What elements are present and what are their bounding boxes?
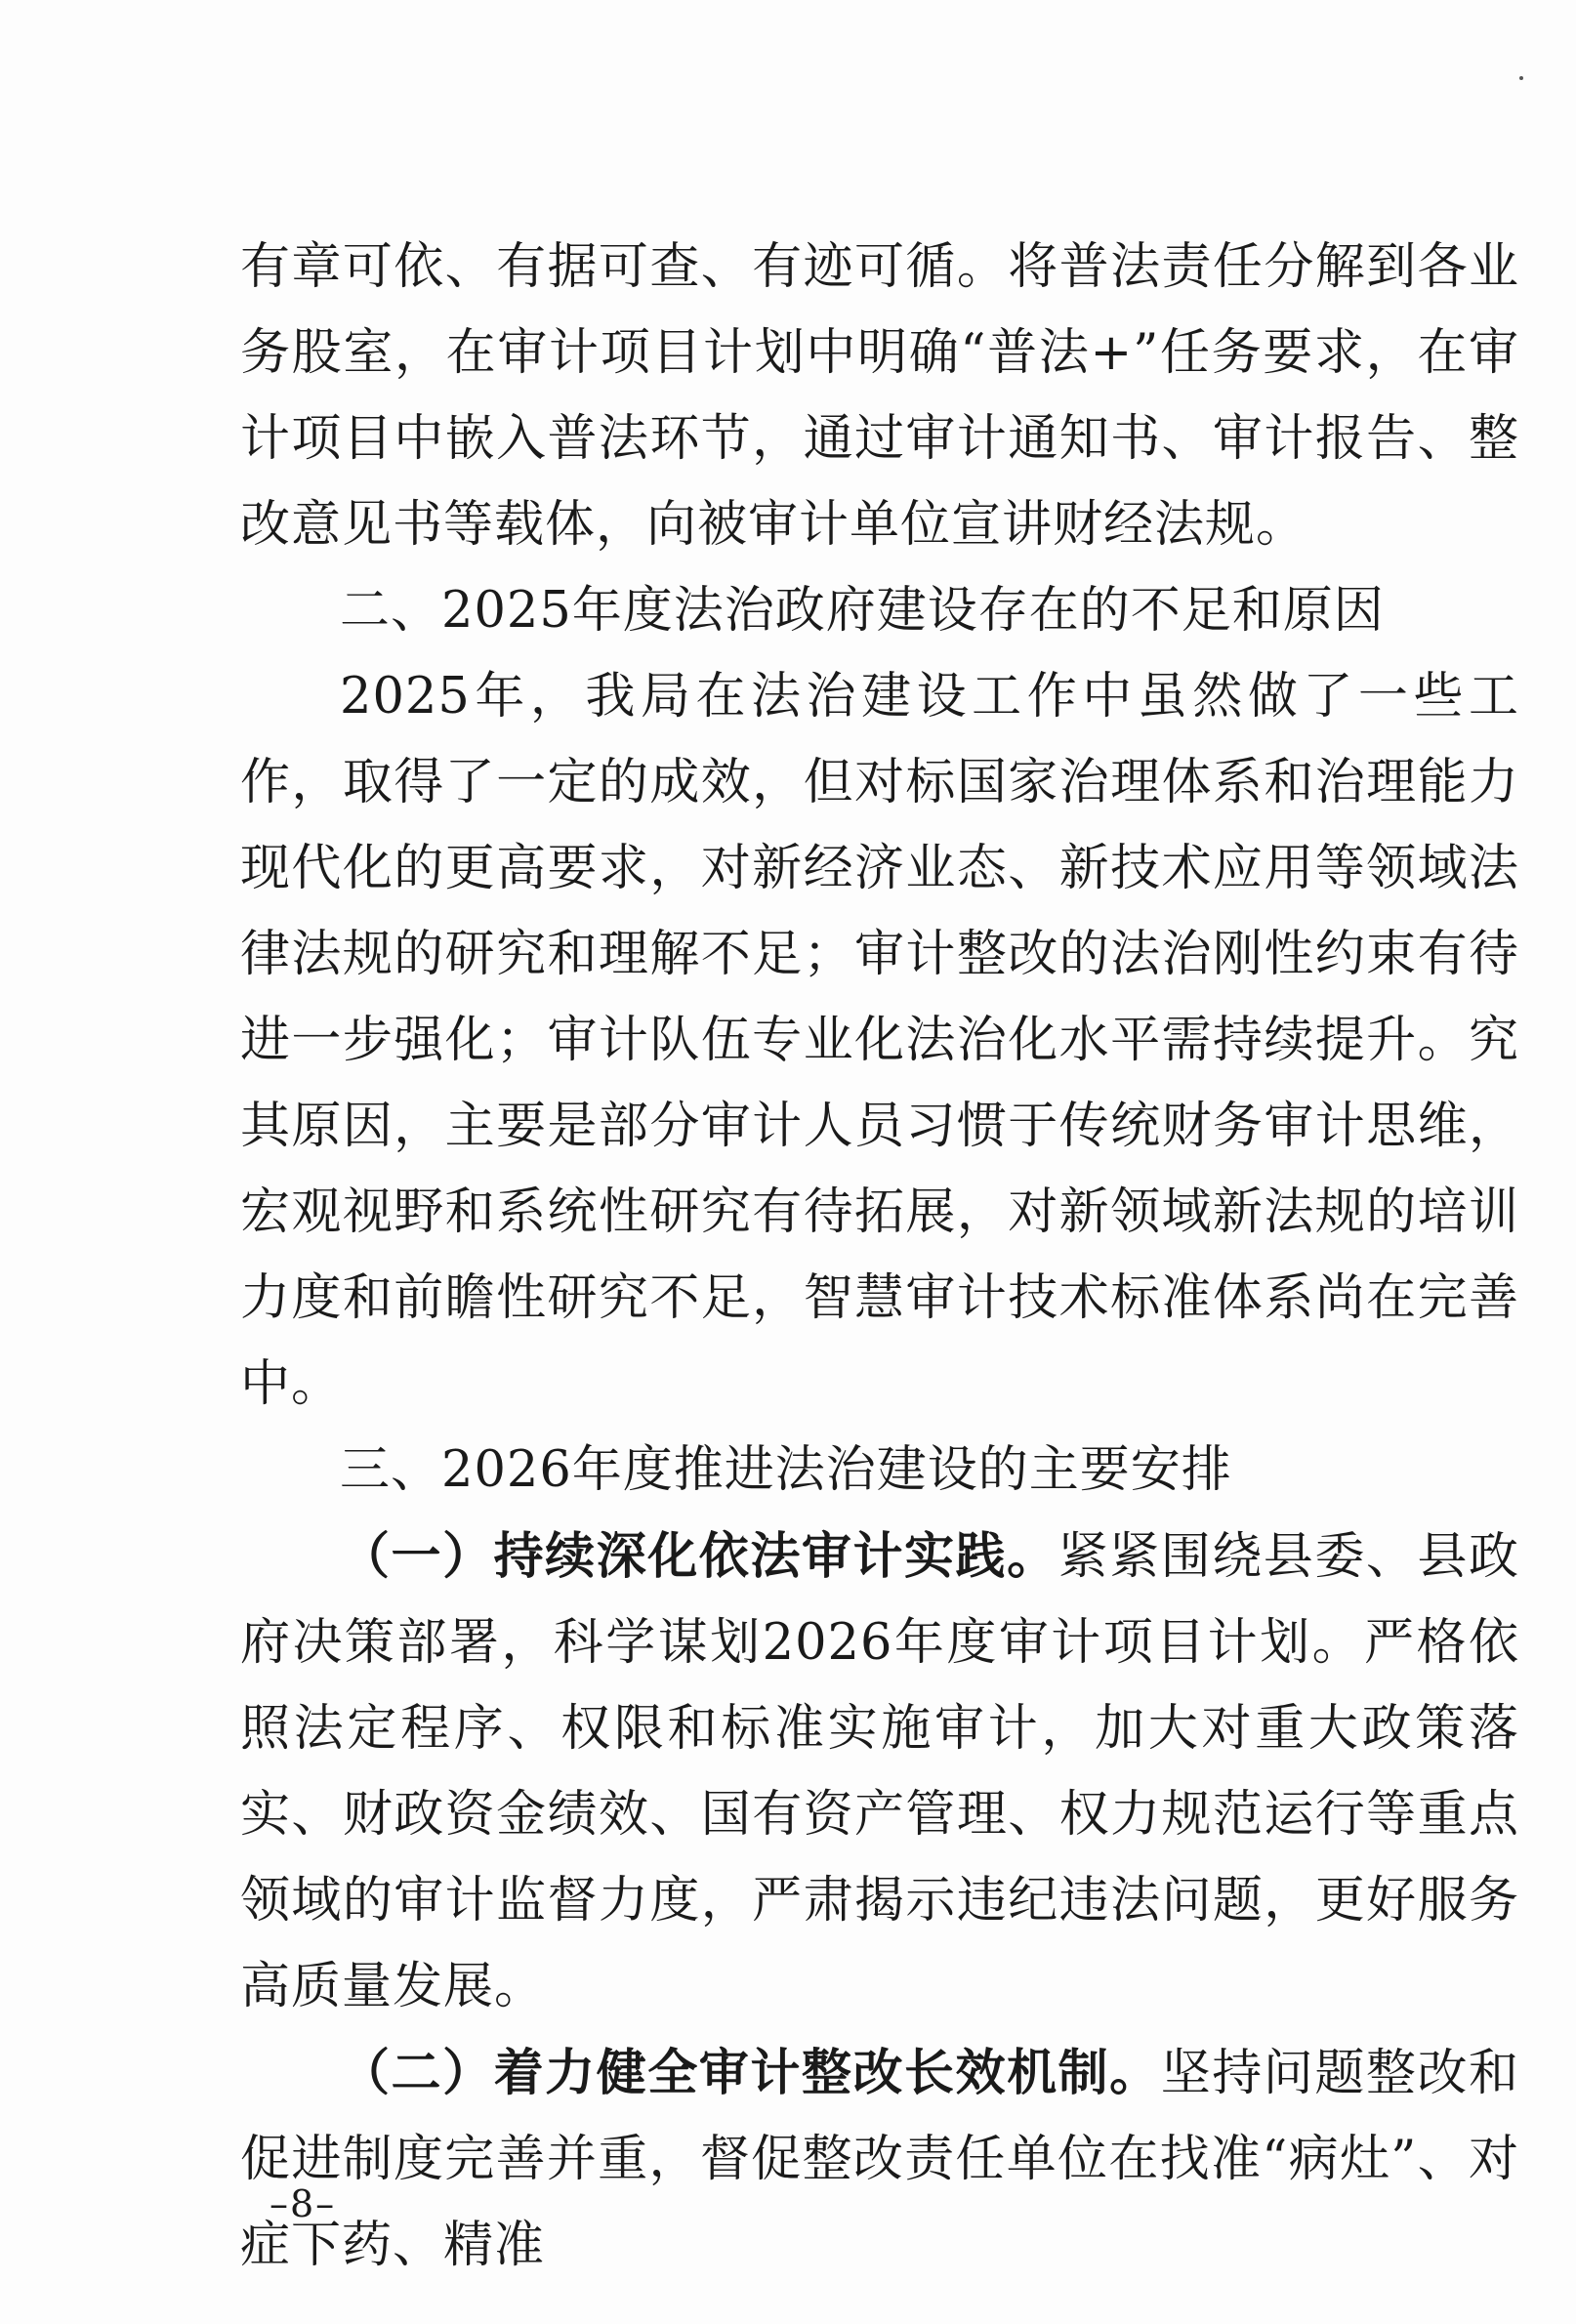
section-heading-3: 三、2026年度推进法治建设的主要安排 bbox=[340, 1441, 1232, 1499]
item-2-body: 坚持问题整改和促进制度完善并重，督促整改责任单位在找准“病灶”、对症下药、精准 bbox=[240, 2045, 1519, 2274]
item-2-title: （二）着力健全审计整改长效机制。 bbox=[340, 2044, 1161, 2102]
section-2-paragraph: 2025年，我局在法治建设工作中虽然做了一些工作，取得了一定的成效，但对标国家治理体系和治理能力现代化的更高要求，对新经济业态、新技术应用等领域法律法规的研究和理解不足；审计整改的法治刚性约束有待进一步强化；审计队伍专业化法治化水平需持续提升。究其原因，主要是部分审计人员习惯于传统财务审计思维，宏观视野和系统性研究有待拓展，对新领域新法规的培训力度和前瞻性研究不足，智慧审计技术标准体系尚在完善中。 bbox=[240, 668, 1519, 1413]
item-2-paragraph bbox=[240, 2030, 1519, 2289]
item-1-body: 紧紧围绕县委、县政府决策部署，科学谋划2026年度审计项目计划。严格依照法定程序、权限和标准实施审计，加大对重大政策落实、财政资金绩效、国有资产管理、权力规范运行等重点领域的审计监督力度，严肃揭示违纪违法问题，更好服务高质量发展。 bbox=[240, 1528, 1519, 2015]
scan-speck bbox=[1519, 76, 1523, 80]
continued-paragraph: 有章可依、有据可查、有迹可循。将普法责任分解到各业务股室，在审计项目计划中明确“普法+”任务要求，在审计项目中嵌入普法环节，通过审计通知书、审计报告、整改意见书等载体，向被审计单位宣讲财经法规。 bbox=[240, 238, 1519, 554]
page-number: –8– bbox=[270, 2182, 337, 2225]
section-heading-2: 二、2025年度法治政府建设存在的不足和原因 bbox=[340, 582, 1385, 640]
item-1-paragraph bbox=[240, 1514, 1519, 2030]
document-body bbox=[240, 225, 1519, 2289]
item-1-title: （一）持续深化依法审计实践。 bbox=[340, 1527, 1058, 1586]
